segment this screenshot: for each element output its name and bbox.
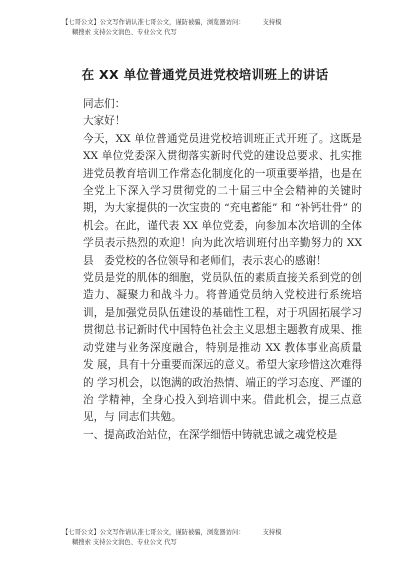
- salutation: 同志们：: [83, 98, 126, 110]
- header-line1-tail: 支持模: [262, 19, 282, 26]
- page-header-watermark: [62, 18, 362, 38]
- header-line2-c: 代写: [164, 29, 177, 36]
- header-line2-a: 糊搜索: [72, 29, 91, 36]
- footer-line1: 【七哥公文】公文写作请认准七哥公文，谨防被骗，浏览器访问：: [62, 529, 245, 536]
- footer-line1-tail: 支持模: [262, 529, 282, 536]
- header-line2-b: 支持公文润色、专业公文: [92, 29, 163, 36]
- body-paragraph: 今天，XX 单位普通党员进党校培训班正式开班了。这既是 XX 单位党委深入贯彻落实新时代党的建设总要求、扎实推进党员教育培训工作常态化制度化的一项重要举措，也是在全党上下深入学习贯彻党的二十届三中全会精神的关键时期，为大家提供的一次宝贵的 “充电蓄能” 和 “补钙壮骨” 的机会。在此，谨代表 XX 单位党委，向参加本次培训的全体 学员表示热烈的欢迎！向为此次培训班付出辛勤努力的 XX 县 委党校的各位领导和老师们，表示衷心的感谢！: [83, 132, 373, 267]
- footer-line2-c: 代写: [164, 539, 177, 546]
- document-title: 在 XX 单位普通党员进党校培训班上的讲话: [81, 67, 329, 82]
- section-heading: 一、提高政治站位，在深学细悟中铸就忠诚之魂党校是: [83, 428, 338, 441]
- footer-line2-b: 支持公文润色、专业公文: [92, 539, 163, 546]
- page-footer-watermark: [62, 528, 362, 548]
- footer-line2-a: 糊搜索: [72, 539, 91, 546]
- greeting: 大家好！: [83, 115, 126, 128]
- document-body: [62, 96, 373, 444]
- body-paragraph: 党员是党的肌体的细胞，党员队伍的素质直接关系到党的创造力、凝聚力和战斗力。将普通党员纳入党校进行系统培训，是加强党员队伍建设的基础性工程，对于巩固拓展学习贯彻总书记新时代中国特色社会主义思想主题教育成果、推动党建与业务深度融合，特别是推动 XX 教体事业高质量 发 展，具有十分重要而深远的意义。希望大家珍惜这次难得的 学习机会，以饱满的政治热情、端正的学习态度、严谨的治 学精神，全身心投入到培训中来。借此机会，提三点意见，与 同志们共勉。: [83, 272, 362, 424]
- header-line1: 【七哥公文】公文写作请认准七哥公文，谨防被骗，浏览器访问：: [62, 19, 245, 26]
